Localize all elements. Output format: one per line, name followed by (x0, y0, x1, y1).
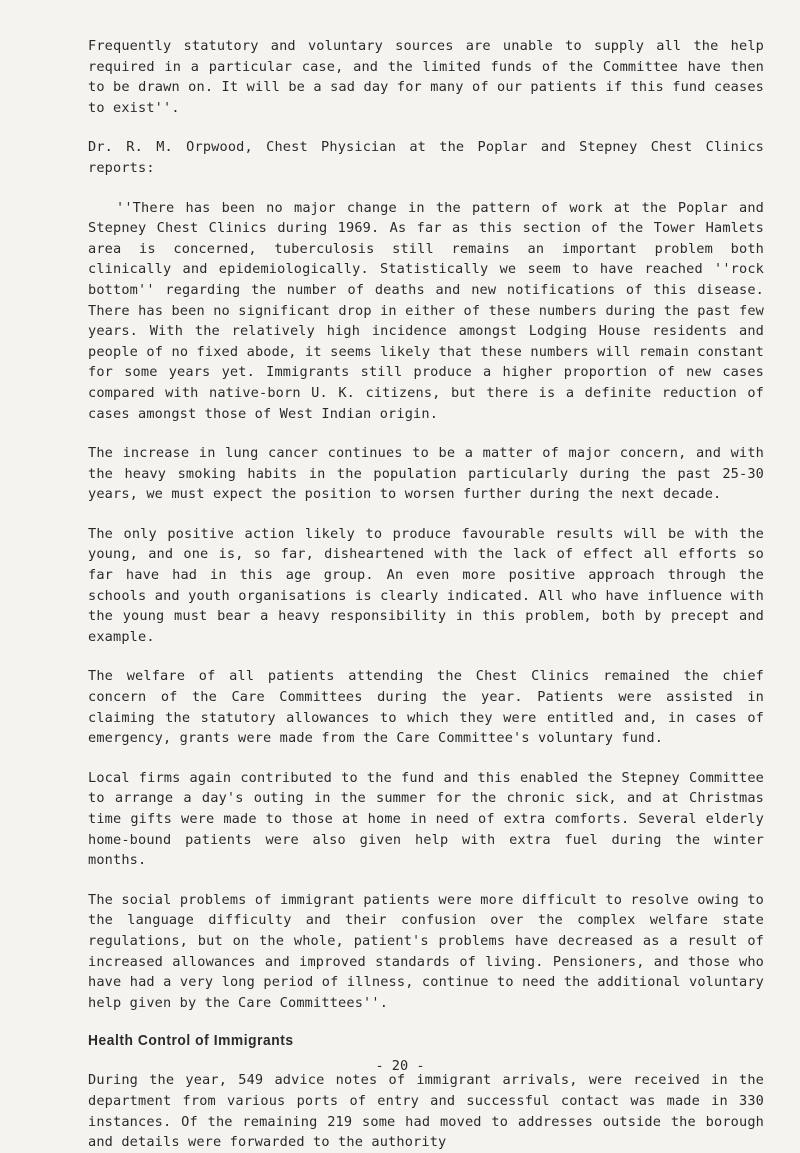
paragraph-local-firms: Local firms again contributed to the fund and this enabled the Stepney Committee to arrange a day's outing in the summer for the chronic sick, and at Christmas time gifts were made to those at home in need of extra comforts. Several elderly home-bound patients were also given help with extra fuel during the winter months. (88, 769, 764, 869)
paragraph-patient-welfare: The welfare of all patients attending the Chest Clinics remained the chief concern of the Care Committees during the year. Patients were assisted in claiming the statutory allowances to which they were entitled and, in cases of emergency, grants were made from the Care Committee's voluntary fund. (88, 668, 764, 747)
paragraph-young-people: The only positive action likely to produce favourable results will be with the young, and one is, so far, disheartened with the lack of effect all efforts so far have had in this age group. An even more positive approach through the schools and youth organisations is clearly indicated. All who have influence with the young must bear a heavy responsibility in this problem, both by precept and example. (88, 525, 764, 645)
paragraph-chest-physician-intro: Dr. R. M. Orpwood, Chest Physician at the Poplar and Stepney Chest Clinics reports: (88, 139, 764, 176)
document-page (88, 36, 764, 1153)
paragraph-care-committee-fund: Frequently statutory and voluntary sources are unable to supply all the help required in a particular case, and the limited funds of the Committee have then to be drawn on. It will be a sad day for many of our patients if this fund ceases to exist''. (88, 38, 764, 116)
paragraph-social-problems: The social problems of immigrant patients were more difficult to resolve owing to the language difficulty and their confusion over the complex welfare state regulations, but on the whole, patient's problems have decreased as a result of increased allowances and improved standards of living. Pensioners, and those who have had a very long period of illness, continue to need the additional voluntary help given by the Care Committees''. (88, 891, 764, 1011)
paragraph-tuberculosis: ''There has been no major change in the pattern of work at the Poplar and Stepney Chest Clinics during 1969. As far as this section of the Tower Hamlets area is concerned, tuberculosis still remains an important problem both clinically and epidemiologically. Statistically we seem to have reached ''rock bottom'' regarding the number of deaths and new notifications of this disease. There has been no significant drop in either of these numbers during the past few years. With the relatively high incidence amongst Lodging House residents and people of no fixed abode, it seems likely that these numbers will remain constant for some years yet. Immigrants still produce a higher proportion of new cases compared with native-born U. K. citizens, but there is a definite reduction of cases amongst those of West Indian origin. (88, 199, 764, 422)
paragraph-lung-cancer: The increase in lung cancer continues to be a matter of major concern, and with the heavy smoking habits in the population particularly during the past 25-30 years, we must expect the position to worsen further during the next decade. (88, 445, 764, 503)
page-number: - 20 - (375, 1058, 425, 1074)
section-heading: Health Control of Immigrants (88, 1032, 294, 1050)
paragraph-immigrant-arrivals: During the year, 549 advice notes of immigrant arrivals, were received in the department from various ports of entry and successful contact was made in 330 instances. Of the remaining 219 some had moved to addresses outside the borough and details were forwarded to the authority (88, 1072, 764, 1151)
